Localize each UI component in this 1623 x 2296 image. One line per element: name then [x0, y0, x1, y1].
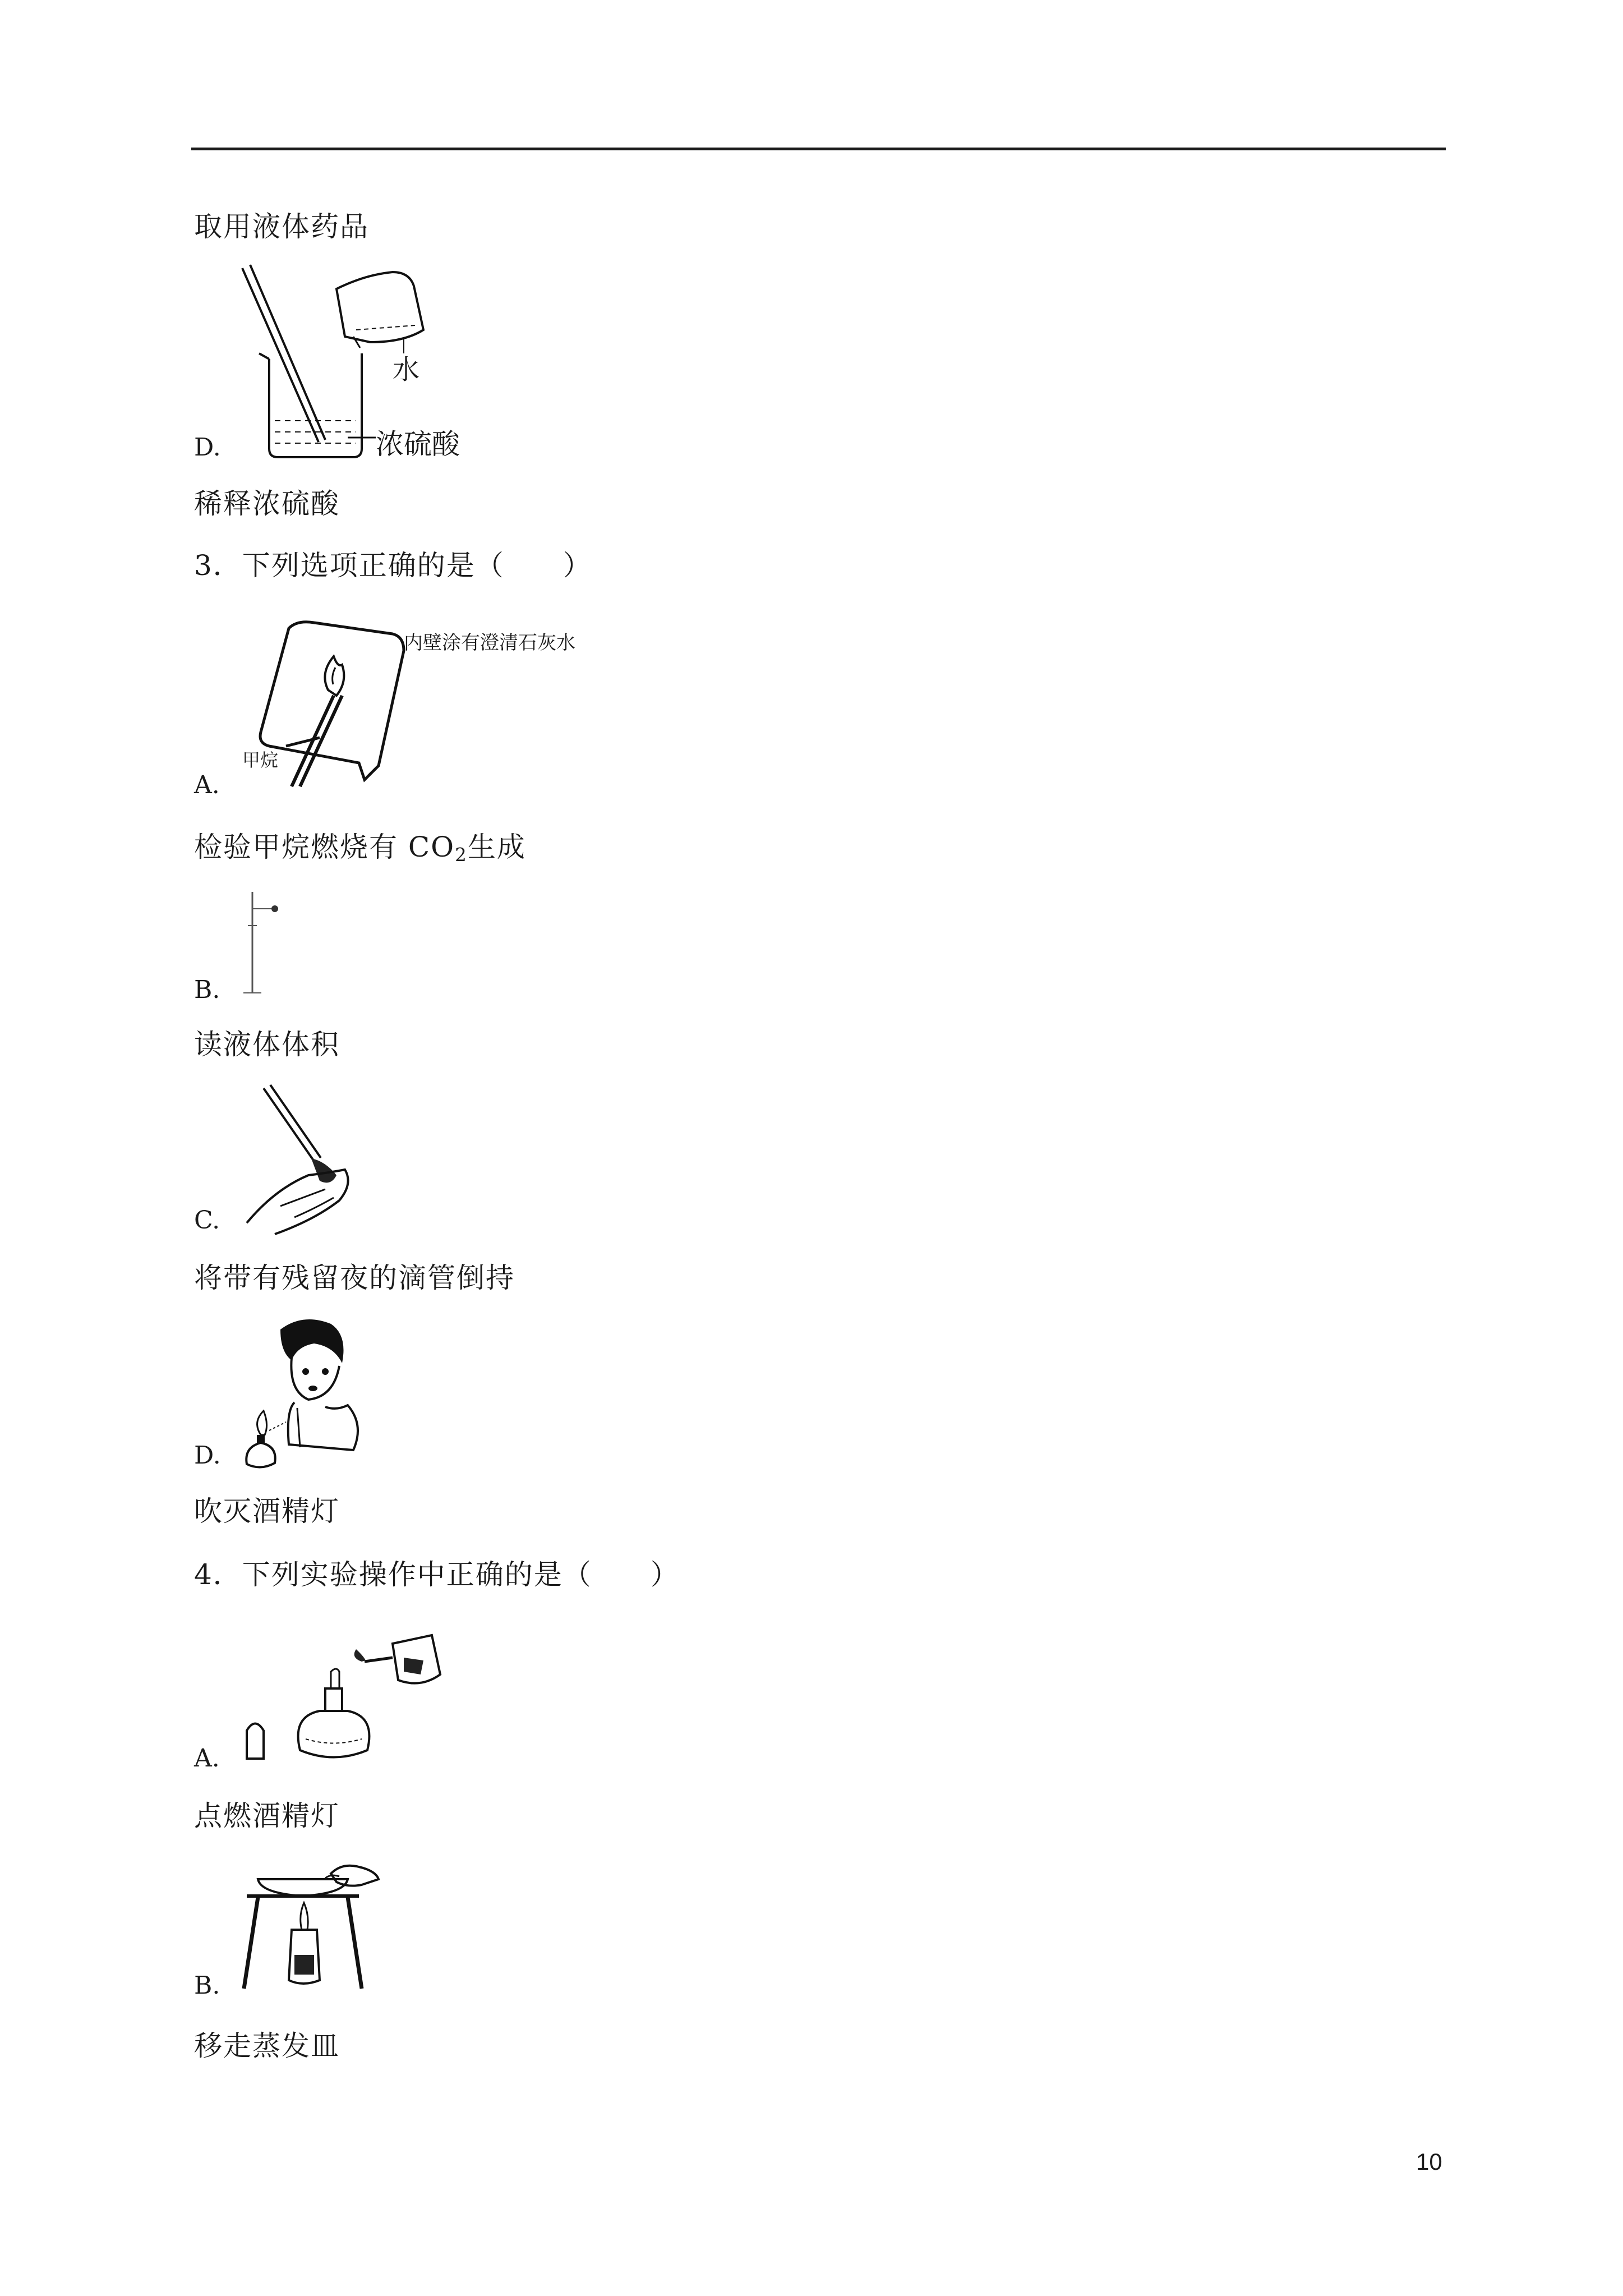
q4-stem: 4．下列实验操作中正确的是（ ） [194, 1558, 680, 1591]
q3-option-b-caption: 读液体体积 [194, 1028, 340, 1061]
q4-option-b-caption: 移走蒸发皿 [194, 2030, 340, 2062]
q4-option-a-figure [236, 1627, 449, 1773]
q3-option-d-caption: 吹灭酒精灯 [194, 1495, 340, 1527]
q3-option-c-letter: C. [194, 1206, 220, 1235]
q3-option-c-caption: 将带有残留夜的滴管倒持 [194, 1262, 515, 1294]
q3-option-a-figure [236, 611, 594, 791]
page-number: 10 [1416, 2148, 1442, 2175]
q3-option-a-caption: 检验甲烷燃烧有 $CO_2$生成 [194, 831, 526, 866]
q3-option-c-figure [241, 1077, 365, 1240]
q3-option-d-letter: D. [194, 1441, 221, 1470]
q4-option-a-caption: 点燃酒精灯 [194, 1800, 340, 1832]
q4-option-b-letter: B. [194, 1971, 220, 2000]
q4-option-a-letter: A. [194, 1744, 220, 1773]
header-rule [191, 148, 1446, 150]
q3-option-b-figure [236, 886, 292, 999]
q2-option-d-letter: D. [194, 433, 221, 462]
water-label: 水 [393, 354, 420, 385]
q3-stem: 3．下列选项正确的是（ ） [194, 549, 592, 582]
q4-option-b-figure [236, 1862, 381, 1997]
q2-option-d-figure [236, 264, 505, 466]
limewater-label: 内壁涂有澄清石灰水 [404, 632, 575, 654]
q3-option-a-letter: A. [194, 771, 220, 799]
q2-option-d-caption: 稀释浓硫酸 [194, 487, 340, 520]
q2-option-c-caption: 取用液体药品 [194, 210, 369, 243]
methane-label: 甲烷 [242, 749, 279, 771]
q3-option-d-figure [236, 1313, 381, 1475]
sulfuric-acid-label: 浓硫酸 [376, 428, 460, 461]
q3-option-b-letter: B. [194, 976, 220, 1004]
